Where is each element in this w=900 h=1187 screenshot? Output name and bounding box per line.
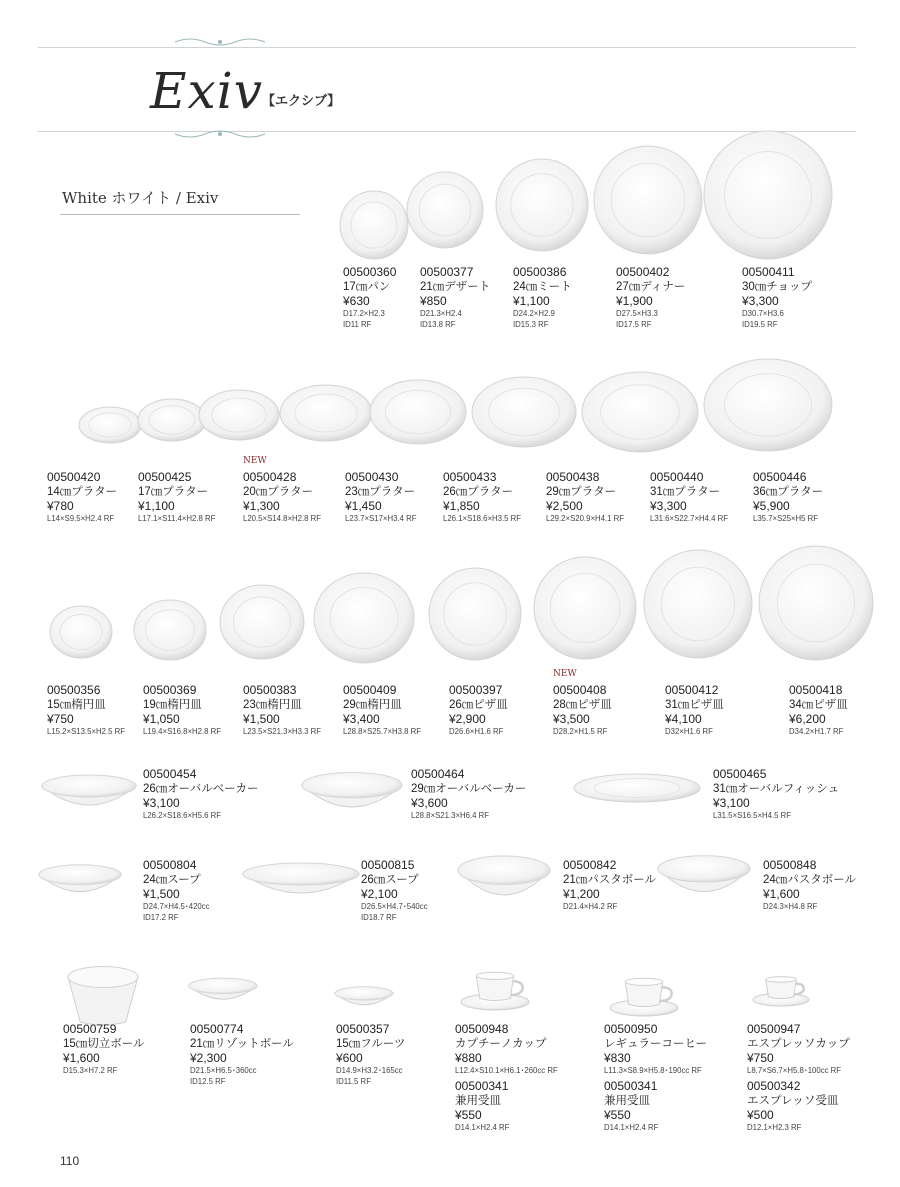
product-name: 21㎝リゾットボール [190, 1038, 294, 1050]
product-name: 20㎝プラター [243, 486, 314, 498]
oval-illustration [138, 399, 206, 441]
product-code: 00500438 [546, 470, 600, 484]
product-dimension: L20.5×S14.8×H2.8 RF [243, 514, 322, 524]
product-price: ¥1,900 [616, 294, 653, 309]
product-code: 00500383 [243, 683, 297, 697]
product-code: 00500357 [336, 1022, 390, 1036]
product-00500356 [47, 683, 125, 738]
product-code: 00500804 [143, 858, 197, 872]
product-price: ¥500 [747, 1108, 774, 1123]
product-name: 23㎝楕円皿 [243, 699, 302, 711]
product-name: 24㎝スープ [143, 874, 201, 886]
product-name: 29㎝楕円皿 [343, 699, 402, 711]
product-dimension: L31.5×S16.5×H4.5 RF [713, 811, 792, 821]
product-dimension: ID15.3 RF [513, 319, 549, 329]
product-price: ¥750 [47, 712, 74, 727]
product-dimension: L19.4×S16.8×H2.8 RF [143, 727, 222, 737]
product-dimension: D21.5×H6.5･360cc [190, 1066, 257, 1076]
product-price: ¥780 [47, 499, 74, 514]
product-price: ¥750 [747, 1051, 774, 1066]
product-code: 00500430 [345, 470, 399, 484]
product-name: 26㎝オーバルベーカー [143, 783, 259, 795]
brand-subtitle: 【エクシブ】 [262, 93, 341, 108]
plate-illustration [314, 573, 414, 663]
product-dimension: ID17.2 RF [143, 912, 179, 922]
product-price: ¥550 [455, 1108, 482, 1123]
product-code: 00500418 [789, 683, 843, 697]
bowl-illustration [458, 856, 550, 895]
product-00500360 [343, 265, 396, 330]
plate-illustration [496, 159, 588, 251]
product-00500815 [361, 858, 428, 923]
product-00500409 [343, 683, 421, 738]
product-dimension: L26.2×S18.6×H5.6 RF [143, 811, 222, 821]
product-00500848 [763, 858, 856, 913]
product-dimension: D34.2×H1.7 RF [789, 727, 844, 737]
product-code: 00500420 [47, 470, 101, 484]
product-code: 00500848 [763, 858, 817, 872]
product-name: カプチーノカップ [455, 1038, 547, 1050]
product-price: ¥850 [420, 294, 447, 309]
product-dimension: L15.2×S13.5×H2.5 RF [47, 727, 126, 737]
product-code: 00500425 [138, 470, 192, 484]
product-dimension: L28.8×S21.3×H6.4 RF [411, 811, 490, 821]
plate-illustration [644, 550, 752, 658]
product-dimension: L35.7×S25×H5 RF [753, 514, 819, 524]
product-name: エスプレッソカップ [747, 1038, 850, 1050]
product-00500412 [665, 683, 724, 738]
product-name: 17㎝パン [343, 281, 391, 293]
product-code: 00500948 [455, 1022, 509, 1036]
new-badge: NEW [243, 456, 267, 466]
product-00500759 [63, 1022, 145, 1077]
product-code: 00500759 [63, 1022, 117, 1036]
product-price: ¥1,300 [243, 499, 280, 514]
product-dimension: D24.7×H4.5･420cc [143, 902, 210, 912]
product-price: ¥3,300 [650, 499, 687, 514]
product-price: ¥1,450 [345, 499, 382, 514]
product-dimension: D26.5×H4.7･540cc [361, 902, 428, 912]
product-dimension: L11.3×S8.9×H5.8･190cc RF [604, 1066, 702, 1076]
bowl-illustration [658, 856, 750, 892]
product-00500408 [553, 669, 612, 738]
product-price: ¥880 [455, 1051, 482, 1066]
product-name: 24㎝ミート [513, 281, 572, 293]
product-name: レギュラーコーヒー [604, 1038, 708, 1050]
bowl-illustration [302, 772, 402, 807]
product-00500411 [742, 265, 812, 330]
oval-illustration [199, 390, 279, 440]
product-dimension: D32×H1.6 RF [665, 727, 713, 737]
product-dimension: L31.6×S22.7×H4.4 RF [650, 514, 729, 524]
oval-illustration [370, 380, 466, 444]
product-name: 15㎝切立ボール [63, 1038, 145, 1050]
product-code: 00500465 [713, 767, 767, 781]
product-price: ¥3,400 [343, 712, 380, 727]
product-00500383 [243, 683, 321, 738]
product-name: 26㎝ピザ皿 [449, 699, 508, 711]
product-dimension: L12.4×S10.1×H6.1･260cc RF [455, 1066, 558, 1076]
product-dimension: ID12.5 RF [190, 1076, 226, 1086]
product-dimension: D14.9×H3.2･165cc [336, 1066, 403, 1076]
product-code: 00500947 [747, 1022, 801, 1036]
product-name: 23㎝プラター [345, 486, 416, 498]
product-name: 24㎝パスタボール [763, 874, 857, 886]
product-00500454 [143, 767, 259, 822]
product-name: 28㎝ピザ皿 [553, 699, 612, 711]
product-price: ¥1,600 [63, 1051, 100, 1066]
product-dimension: ID13.8 RF [420, 319, 456, 329]
product-code: 00500341 [455, 1079, 509, 1093]
product-name: 31㎝オーバルフィッシュ [713, 783, 840, 795]
product-00500342 [747, 1079, 838, 1134]
product-00500402 [616, 265, 685, 330]
product-price: ¥2,300 [190, 1051, 227, 1066]
plate-illustration [534, 557, 636, 659]
product-price: ¥1,850 [443, 499, 480, 514]
product-dimension: L8.7×S6.7×H5.8･100cc RF [747, 1066, 842, 1076]
plate-illustration [407, 172, 483, 248]
product-dimension: D21.3×H2.4 [420, 309, 462, 319]
product-code: 00500411 [742, 265, 795, 279]
oval-illustration [280, 385, 372, 441]
product-price: ¥550 [604, 1108, 631, 1123]
product-00500842 [563, 858, 656, 913]
product-name: 15㎝楕円皿 [47, 699, 106, 711]
cup-illustration [610, 978, 678, 1016]
product-00500950 [604, 1022, 707, 1077]
product-name: 29㎝オーバルベーカー [411, 783, 527, 795]
product-price: ¥6,200 [789, 712, 826, 727]
product-price: ¥3,100 [143, 796, 180, 811]
product-dimension: L23.7×S17×H3.4 RF [345, 514, 417, 524]
product-code: 00500342 [747, 1079, 801, 1093]
product-00500397 [449, 683, 508, 738]
product-dimension: L14×S9.5×H2.4 RF [47, 514, 115, 524]
plate-illustration [134, 600, 206, 660]
bowl-illustration [243, 863, 359, 893]
product-price: ¥600 [336, 1051, 363, 1066]
product-code: 00500842 [563, 858, 617, 872]
product-dimension: D26.6×H1.6 RF [449, 727, 504, 737]
product-00500428 [243, 456, 322, 525]
product-00500948 [455, 1022, 558, 1077]
product-dimension: L17.1×S11.4×H2.8 RF [138, 514, 216, 524]
product-code: 00500397 [449, 683, 503, 697]
product-price: ¥1,050 [143, 712, 180, 727]
plate-illustration [594, 146, 702, 254]
product-name: 21㎝デザート [420, 281, 491, 293]
page-number: 110 [60, 1154, 80, 1168]
oval-illustration [574, 774, 700, 802]
product-dimension: L23.5×S21.3×H3.3 RF [243, 727, 322, 737]
product-name: 31㎝プラター [650, 486, 721, 498]
product-code: 00500428 [243, 470, 297, 484]
product-00500418 [789, 683, 848, 738]
product-code: 00500386 [513, 265, 567, 279]
new-badge: NEW [553, 669, 577, 679]
product-name: 26㎝スープ [361, 874, 419, 886]
product-price: ¥3,300 [742, 294, 779, 309]
plate-illustration [220, 585, 304, 659]
product-dimension: D14.1×H2.4 RF [604, 1123, 659, 1133]
section-title: White ホワイト / Exiv [62, 189, 219, 207]
plate-illustration [759, 546, 873, 660]
product-00500465 [713, 767, 839, 822]
product-00500377 [420, 265, 490, 330]
product-price: ¥2,100 [361, 887, 398, 902]
product-dimension: D12.1×H2.3 RF [747, 1123, 802, 1133]
product-code: 00500950 [604, 1022, 658, 1036]
product-dimension: ID11.5 RF [336, 1076, 371, 1086]
brand-logo: Exiv [150, 62, 263, 120]
product-code: 00500446 [753, 470, 807, 484]
product-code: 00500454 [143, 767, 197, 781]
plate-illustration [340, 191, 408, 259]
product-dimension: L28.8×S25.7×H3.8 RF [343, 727, 422, 737]
product-dimension: D24.2×H2.9 [513, 309, 555, 319]
product-code: 00500433 [443, 470, 497, 484]
product-code: 00500464 [411, 767, 465, 781]
product-code: 00500402 [616, 265, 670, 279]
product-price: ¥630 [343, 294, 370, 309]
product-dimension: L26.1×S18.6×H3.5 RF [443, 514, 522, 524]
plate-illustration [704, 131, 832, 259]
product-dimension: ID18.7 RF [361, 912, 397, 922]
product-price: ¥1,100 [138, 499, 175, 514]
product-price: ¥5,900 [753, 499, 790, 514]
product-name: エスプレッソ受皿 [747, 1095, 839, 1107]
product-price: ¥3,500 [553, 712, 590, 727]
product-00500430 [345, 470, 417, 525]
product-00500438 [546, 470, 624, 525]
cup-illustration [753, 977, 809, 1006]
product-code: 00500341 [604, 1079, 658, 1093]
product-dimension: D30.7×H3.6 [742, 309, 784, 319]
product-00500341 [455, 1079, 509, 1134]
product-code: 00500360 [343, 265, 397, 279]
product-name: 31㎝ピザ皿 [665, 699, 724, 711]
product-00500420 [47, 470, 117, 525]
product-name: 30㎝チョップ [742, 281, 812, 293]
product-price: ¥4,100 [665, 712, 702, 727]
product-dimension: ID17.5 RF [616, 319, 652, 329]
product-00500369 [143, 683, 221, 738]
product-dimension: D17.2×H2.3 [343, 309, 385, 319]
product-name: 17㎝プラター [138, 486, 209, 498]
product-00500357 [336, 1022, 405, 1087]
bowl-illustration [335, 987, 393, 1005]
product-00500446 [753, 470, 823, 525]
oval-illustration [704, 359, 832, 451]
product-dimension: D24.3×H4.8 RF [763, 902, 818, 912]
product-00500804 [143, 858, 210, 923]
product-price: ¥3,100 [713, 796, 750, 811]
product-price: ¥1,600 [763, 887, 800, 902]
product-00500464 [411, 767, 527, 822]
product-00500774 [190, 1022, 294, 1087]
product-name: 21㎝パスタボール [563, 874, 657, 886]
oval-illustration [582, 372, 698, 452]
product-code: 00500408 [553, 683, 607, 697]
deep-illustration [68, 967, 138, 1026]
product-dimension: D28.2×H1.5 RF [553, 727, 608, 737]
product-name: 36㎝プラター [753, 486, 824, 498]
product-code: 00500356 [47, 683, 101, 697]
product-price: ¥1,500 [243, 712, 280, 727]
product-00500386 [513, 265, 572, 330]
product-name: 29㎝プラター [546, 486, 617, 498]
bowl-illustration [189, 978, 257, 999]
product-name: 26㎝プラター [443, 486, 514, 498]
product-price: ¥1,500 [143, 887, 180, 902]
bowl-illustration [39, 865, 121, 892]
product-price: ¥3,600 [411, 796, 448, 811]
product-dimension: L29.2×S20.9×H4.1 RF [546, 514, 625, 524]
product-00500440 [650, 470, 728, 525]
product-code: 00500409 [343, 683, 397, 697]
product-00500425 [138, 470, 215, 525]
product-price: ¥1,200 [563, 887, 600, 902]
product-name: 34㎝ピザ皿 [789, 699, 848, 711]
plate-illustration [429, 568, 521, 660]
product-code: 00500774 [190, 1022, 244, 1036]
cup-illustration [461, 972, 529, 1010]
product-dimension: D21.4×H4.2 RF [563, 902, 618, 912]
product-price: ¥1,100 [513, 294, 550, 309]
product-dimension: ID11 RF [343, 319, 372, 329]
product-code: 00500412 [665, 683, 719, 697]
product-dimension: D27.5×H3.3 [616, 309, 658, 319]
product-code: 00500369 [143, 683, 197, 697]
product-name: 15㎝フルーツ [336, 1038, 406, 1050]
product-code: 00500815 [361, 858, 415, 872]
product-00500433 [443, 470, 521, 525]
product-dimension: D14.1×H2.4 RF [455, 1123, 510, 1133]
product-name: 19㎝楕円皿 [143, 699, 202, 711]
product-name: 14㎝プラター [47, 486, 118, 498]
product-price: ¥2,500 [546, 499, 583, 514]
product-name: 兼用受皿 [455, 1095, 501, 1107]
product-00500341 [604, 1079, 658, 1134]
bowl-illustration [42, 775, 136, 805]
product-dimension: ID19.5 RF [742, 319, 778, 329]
product-price: ¥2,900 [449, 712, 486, 727]
plate-illustration [50, 606, 112, 658]
oval-illustration [472, 377, 576, 447]
product-code: 00500440 [650, 470, 704, 484]
product-name: 兼用受皿 [604, 1095, 650, 1107]
product-code: 00500377 [420, 265, 474, 279]
product-name: 27㎝ディナー [616, 281, 686, 293]
product-00500947 [747, 1022, 850, 1077]
product-dimension: D15.3×H7.2 RF [63, 1066, 118, 1076]
oval-illustration [79, 407, 141, 443]
product-price: ¥830 [604, 1051, 631, 1066]
